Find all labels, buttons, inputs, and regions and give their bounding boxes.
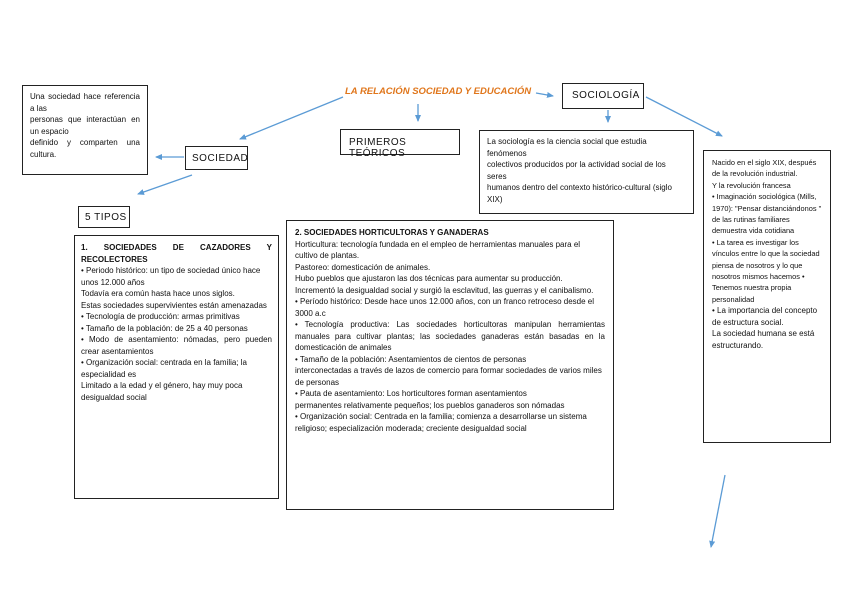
sociologia-node: SOCIOLOGÍA [562, 83, 644, 109]
tipo1-line: Todavía era común hasta hace unos siglos. [81, 289, 235, 298]
arrow-sociedad-to-tipos [138, 175, 192, 194]
primeros-teoricos-node: PRIMEROS TEÓRICOS [340, 129, 460, 155]
definition-line: colectivos producidos por la actividad social de los seres [487, 160, 666, 181]
tipo2-line: interconectadas a través de lazos de comercio para formar sociedades de varios miles de personas [295, 366, 602, 387]
tipo1-line: Estas sociedades supervivientes están amenazadas [81, 300, 267, 310]
history-line: • Imaginación sociológica (Mills, 1970): "Pensar distanciándonos " de las rutinas familiares demuestra vida cotidiana [712, 192, 822, 236]
sociedad-definition-box [22, 85, 148, 175]
tipo1-line: • Tamaño de la población: de 25 a 40 personas [81, 323, 248, 333]
tipo2-line: • Período histórico: Desde hace unos 12.000 años, con un franco retroceso desde el 3000 a.c [295, 297, 594, 318]
tipo1-line: • Organización social: centrada en la familia; la especialidad es [81, 358, 247, 379]
tipo2-line: Incrementó la desigualdad social y surgió la esclavitud, las guerras y el canibalismo. [295, 285, 594, 295]
tipo1-cazadores-box [74, 235, 279, 499]
tipo2-line: • Organización social: Centrada en la familia; comienza a desarrollarse un sistema religioso; especialización moderada; creciente desigualdad social [295, 412, 587, 433]
tipo1-line: Limitado a la edad y el género, hay muy poca desigualdad social [81, 381, 243, 402]
sociologia-definition-box [479, 130, 694, 214]
definition-line: personas que interactúan en un espacio [30, 115, 140, 136]
tipo2-line: Pastoreo: domesticación de animales. [295, 262, 431, 272]
tipo1-heading: 1. SOCIEDADES DE CAZADORES Y RECOLECTORES [81, 243, 272, 264]
arrow-nacido-down [711, 475, 725, 547]
tipo2-line: • Tecnología productiva: Las sociedades horticultoras manipulan herramientas manuales para cultivar plantas; las sociedades ganaderas están basadas en la domesticación de animales [295, 320, 605, 352]
tipo2-line: • Pauta de asentamiento: Los horticultores forman asentamientos [295, 389, 527, 398]
arrow-title-to-sociologia [536, 93, 553, 96]
definition-line: Una sociedad hace referencia a las [30, 92, 140, 113]
tipo2-line: cultivo de plantas. [295, 251, 360, 260]
history-line: Y la revolución francesa [712, 180, 791, 190]
history-line: • La importancia del concepto de estructura social. [712, 306, 818, 327]
tipo2-horticultoras-box [286, 220, 614, 510]
tipo2-heading: 2. SOCIEDADES HORTICULTORAS Y GANADERAS [295, 228, 489, 237]
history-line: Nacido en el siglo XIX, después de la revolución industrial. [712, 158, 817, 179]
tipo2-line: Hubo pueblos que ajustaron las dos técnicas para aumentar su producción. [295, 274, 563, 283]
definition-line: definido y comparten una cultura. [30, 138, 140, 159]
tipo2-line: permanentes relativamente pequeños; los pueblos ganaderos son nómadas [295, 400, 565, 410]
tipo1-line: • Modo de asentamiento: nómadas, pero pueden crear asentamientos [81, 335, 272, 356]
history-line: • La tarea es investigar los vínculos entre lo que la sociedad piensa de nosotros y lo que nosotros mismos hacemos • Tenemos nuestra propia personalidad [712, 237, 820, 304]
historia-sociologia-box [703, 150, 831, 443]
history-line: La sociedad humana se está estructurando. [712, 329, 815, 350]
tipo2-line: • Tamaño de la población: Asentamientos de cientos de personas [295, 354, 527, 364]
definition-line: humanos dentro del contexto histórico-cultural (siglo XIX) [487, 183, 672, 204]
tipo2-line: Horticultura: tecnología fundada en el empleo de herramientas manuales para el [295, 239, 581, 249]
cinco-tipos-node: 5 TIPOS [78, 206, 130, 228]
definition-line: La sociología es la ciencia social que estudia fenómenos [487, 137, 647, 158]
sociedad-node: SOCIEDAD [185, 146, 248, 170]
diagram-title: LA RELACIÓN SOCIEDAD Y EDUCACIÓN [345, 86, 535, 100]
tipo1-line: • Periodo histórico: un tipo de sociedad único hace unos 12.000 años [81, 266, 261, 287]
arrow-title-to-sociedad [240, 97, 343, 139]
tipo1-line: • Tecnología de producción: armas primitivas [81, 312, 240, 321]
